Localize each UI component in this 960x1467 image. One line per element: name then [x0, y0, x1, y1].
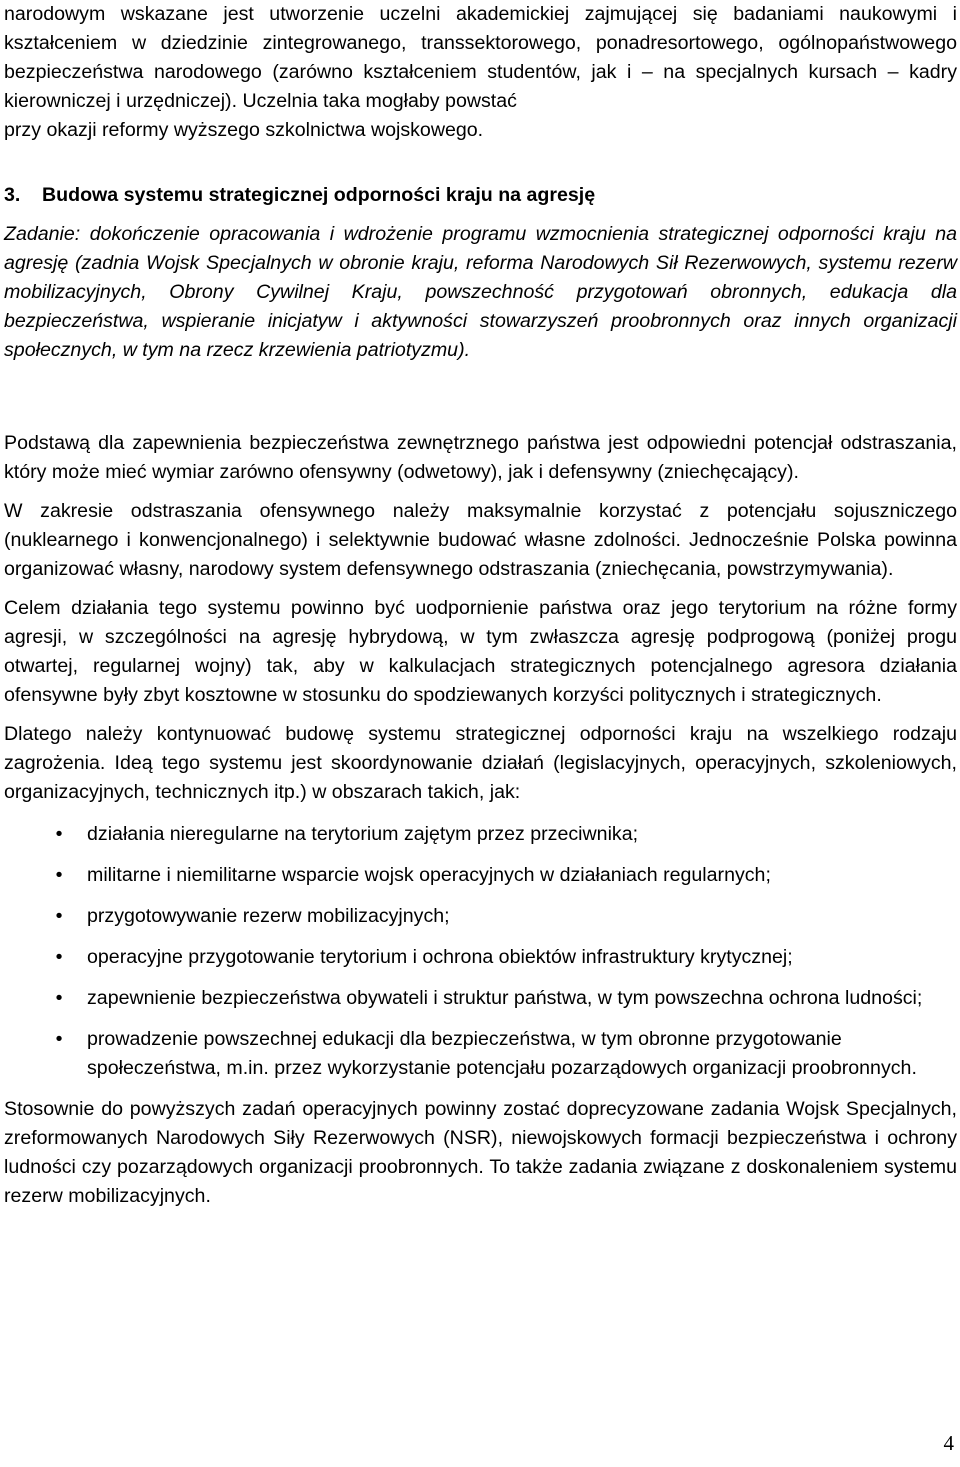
section-task: Zadanie: dokończenie opracowania i wdrożenie programu wzmocnienia strategicznej odporności kraju na agresję (zadnia Wojsk Specjalnych w obronie kraju, reforma Narodowych Sił Rezerwowych, systemu rezerw mobilizacyjnych, Obrony Cywilnej Kraju, powszechność przygotowań obronnych, edukacja dla bezpieczeństwa, wspieranie inicjatyw i aktywności stowarzyszeń proobronnych oraz innych organizacji społecznych, w tym na rzecz krzewienia patriotyzmu).: [4, 223, 957, 361]
list-item: [4, 861, 957, 890]
closing-paragraph: Stosownie do powyższych zadań operacyjnych powinny zostać doprecyzowane zadania Wojsk Specjalnych, zreformowanych Narodowych Siły Rezerwowych (NSR), niewojskowych formacji bezpieczeństwa i ochrony ludności czy pozarządowych organizacji proobronnych. To także zadania związane z doskonaleniem systemu rezerw mobilizacyjnych.: [4, 1098, 957, 1207]
section-number: 3.: [4, 184, 21, 206]
intro-text-last-line: przy okazji reformy wyższego szkolnictwa wojskowego.: [4, 119, 484, 141]
list-item-text: przygotowywanie rezerw mobilizacyjnych;: [87, 905, 450, 927]
list-item: [4, 820, 957, 849]
page-number: 4: [943, 1431, 954, 1455]
bullet-list: [4, 820, 957, 1083]
list-item: [4, 1025, 957, 1083]
intro-paragraph: [4, 0, 957, 145]
intro-text: narodowym wskazane jest utworzenie uczelni akademickiej zajmującej się badaniami naukowymi i kształceniem w dziedzinie zintegrowanego, transsektorowego, ponadresortowego, ogólnopaństwowego bezpieczeństwa narodowego (zarówno kształceniem studentów, jak i – na specjalnych kursach – kadry kierowniczej i urzędniczej). Uczelnia taka mogłaby powstać: [4, 3, 957, 112]
section-title: Budowa systemu strategicznej odporności kraju na agresję: [42, 184, 596, 206]
document-page: [4, 0, 957, 1211]
bullet-marker: •: [55, 987, 63, 1009]
list-item-text: zapewnienie bezpieczeństwa obywateli i struktur państwa, w tym powszechna ochrona ludności;: [87, 987, 923, 1009]
body-paragraph: W zakresie odstraszania ofensywnego należy maksymalnie korzystać z potencjału sojuszniczego (nuklearnego i konwencjonalnego) i selektywnie budować własne zdolności. Jednocześnie Polska powinna organizować własny, narodowy system defensywnego odstraszania (zniechęcania, powstrzymywania).: [4, 500, 957, 580]
bullet-marker: •: [55, 905, 63, 927]
bullet-marker: •: [55, 1028, 63, 1050]
body-paragraph: Dlatego należy kontynuować budowę systemu strategicznej odporności kraju na wszelkiego rodzaju zagrożenia. Ideą tego systemu jest skoordynowanie działań (legislacyjnych, operacyjnych, szkoleniowych, organizacyjnych, technicznych itp.) w obszarach takich, jak:: [4, 723, 957, 803]
list-item: [4, 943, 957, 972]
list-item-text: prowadzenie powszechnej edukacji dla bezpieczeństwa, w tym obronne przygotowanie społeczeństwa, m.in. przez wykorzystanie potencjału pozarządowych organizacji proobronnych.: [87, 1028, 917, 1079]
list-item: [4, 902, 957, 931]
bullet-marker: •: [55, 946, 63, 968]
bullet-marker: •: [55, 864, 63, 886]
list-item-text: działania nieregularne na terytorium zajętym przez przeciwnika;: [87, 823, 639, 845]
bullet-marker: •: [55, 823, 63, 845]
list-item-text: militarne i niemilitarne wsparcie wojsk operacyjnych w działaniach regularnych;: [87, 864, 771, 886]
body-paragraph: Podstawą dla zapewnienia bezpieczeństwa zewnętrznego państwa jest odpowiedni potencjał odstraszania, który może mieć wymiar zarówno ofensywny (odwetowy), jak i defensywny (zniechęcający).: [4, 432, 957, 483]
list-item: [4, 984, 957, 1013]
list-item-text: operacyjne przygotowanie terytorium i ochrona obiektów infrastruktury krytycznej;: [87, 946, 793, 968]
body-paragraph: Celem działania tego systemu powinno być uodpornienie państwa oraz jego terytorium na różne formy agresji, w szczególności na agresję hybrydową, w tym zwłaszcza agresję podprogową (poniżej progu otwartej, regularnej wojny) tak, aby w kalkulacjach strategicznych potencjalnego agresora działania ofensywne były zbyt kosztowne w stosunku do spodziewanych korzyści politycznych i strategicznych.: [4, 597, 957, 706]
section-heading: [4, 181, 957, 210]
